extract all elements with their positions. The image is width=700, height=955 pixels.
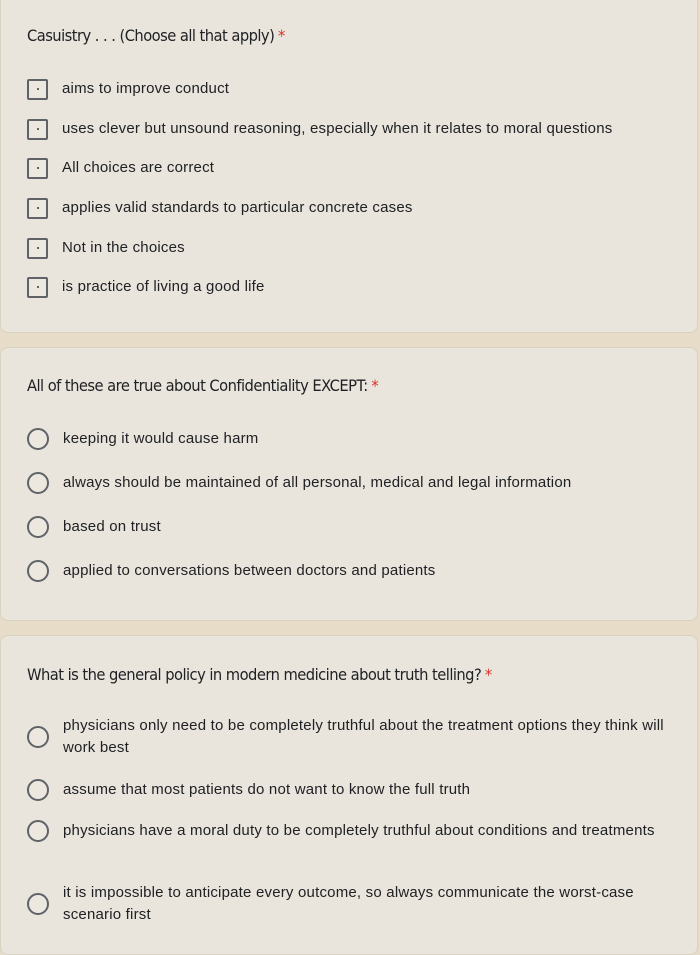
radio-option-treatment-options[interactable] — [27, 715, 677, 759]
checkbox-icon[interactable] — [27, 79, 48, 100]
option-label: based on trust — [63, 518, 161, 535]
option-label: Not in the choices — [62, 239, 185, 256]
checkbox-icon[interactable] — [27, 198, 48, 219]
radio-option-not-want-truth[interactable] — [27, 779, 677, 801]
question-title-text: All of these are true about Confidentiality EXCEPT: — [27, 376, 368, 395]
radio-option-cause-harm[interactable] — [27, 428, 677, 450]
radio-icon[interactable] — [27, 472, 49, 494]
question-title — [27, 26, 285, 45]
radio-icon[interactable] — [27, 516, 49, 538]
radio-icon[interactable] — [27, 779, 49, 801]
radio-option-doctors-patients[interactable] — [27, 560, 677, 582]
radio-icon[interactable] — [27, 560, 49, 582]
option-label: applies valid standards to particular concrete cases — [62, 199, 413, 216]
checkbox-option-improve-conduct[interactable] — [27, 78, 677, 100]
option-label: is practice of living a good life — [62, 278, 265, 295]
question-title — [27, 665, 492, 684]
option-label: always should be maintained of all personal, medical and legal information — [63, 474, 572, 491]
option-label: physicians have a moral duty to be completely truthful about conditions and treatments — [63, 822, 655, 839]
checkbox-icon[interactable] — [27, 277, 48, 298]
question-title-text: Casuistry . . . (Choose all that apply) — [27, 26, 275, 45]
checkbox-icon[interactable] — [27, 158, 48, 179]
radio-option-moral-duty[interactable] — [27, 820, 677, 842]
checkbox-icon[interactable] — [27, 238, 48, 259]
radio-option-worst-case[interactable] — [27, 882, 677, 926]
question-title — [27, 376, 378, 395]
radio-icon[interactable] — [27, 820, 49, 842]
option-label: All choices are correct — [62, 159, 215, 176]
radio-option-always-maintained[interactable] — [27, 472, 677, 494]
option-label: applied to conversations between doctors and patients — [63, 562, 436, 579]
checkbox-option-all-correct[interactable] — [27, 157, 677, 179]
question-card-confidentiality — [0, 347, 698, 621]
required-asterisk: * — [371, 376, 379, 395]
required-asterisk: * — [484, 665, 492, 684]
radio-icon[interactable] — [27, 428, 49, 450]
radio-icon[interactable] — [27, 893, 49, 915]
question-title-text: What is the general policy in modern medicine about truth telling? — [27, 665, 482, 684]
option-label: uses clever but unsound reasoning, especially when it relates to moral questions — [62, 120, 613, 137]
checkbox-option-clever-unsound[interactable] — [27, 118, 677, 140]
option-label: keeping it would cause harm — [63, 430, 259, 447]
option-label: physicians only need to be completely truthful about the treatment options they think will work best — [63, 717, 664, 756]
checkbox-option-valid-standards[interactable] — [27, 197, 677, 219]
radio-icon[interactable] — [27, 726, 49, 748]
checkbox-option-not-in-choices[interactable] — [27, 237, 677, 259]
option-label: aims to improve conduct — [62, 80, 230, 97]
required-asterisk: * — [277, 26, 285, 45]
option-label: it is impossible to anticipate every outcome, so always communicate the worst-case scenario first — [63, 884, 634, 923]
checkbox-icon[interactable] — [27, 119, 48, 140]
checkbox-option-good-life[interactable] — [27, 276, 677, 298]
question-card-casuistry — [0, 0, 698, 333]
radio-option-based-on-trust[interactable] — [27, 516, 677, 538]
question-card-truth-telling — [0, 635, 698, 955]
option-label: assume that most patients do not want to know the full truth — [63, 781, 471, 798]
